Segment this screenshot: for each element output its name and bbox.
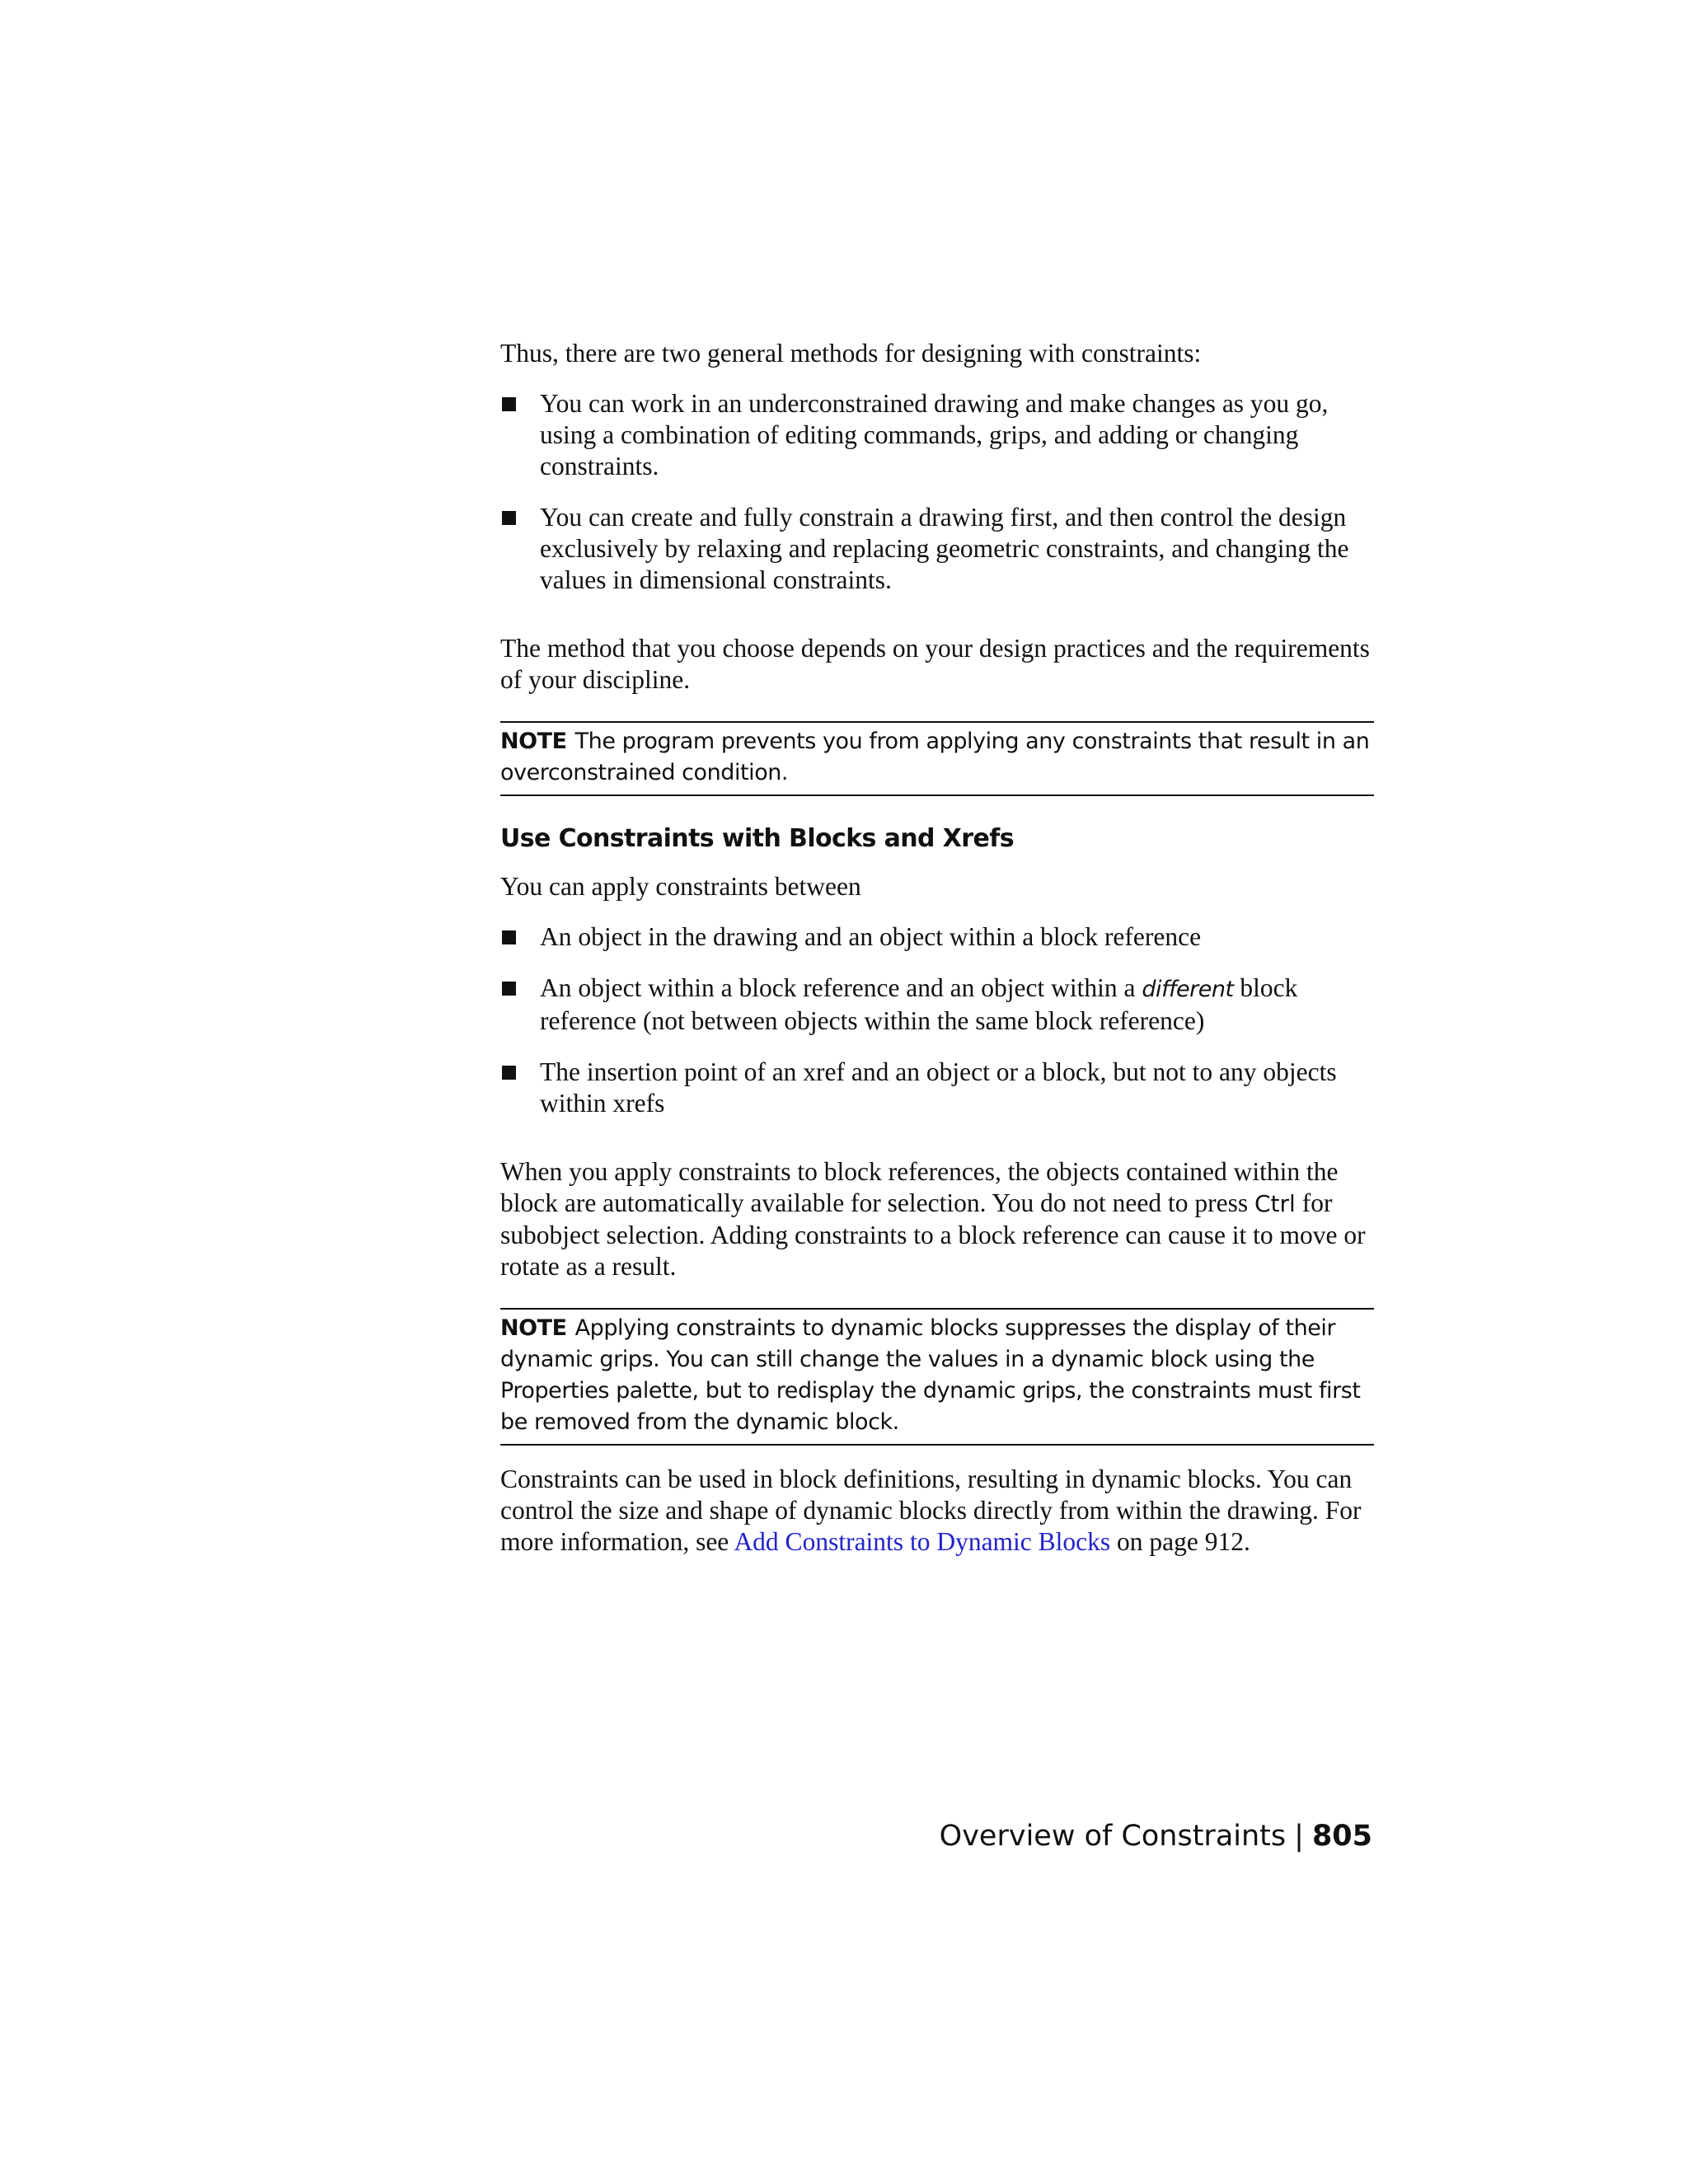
dynamic-blocks-link[interactable]: Add Constraints to Dynamic Blocks [734,1527,1111,1556]
list-item-text-part: block reference (not between objects within the same block reference) [540,973,1298,1035]
note-label: NOTE [500,729,567,754]
page-footer [940,1818,1372,1854]
note-text: Applying constraints to dynamic blocks suppresses the display of their dynamic grips. You can still change the values in a dynamic block using the Properties palette, but to redisplay the dynamic grips, the constraints must first be removed from the dynamic block. [500,1315,1361,1435]
method-choice-paragraph: The method that you choose depends on your design practices and the requirements of your discipline. [500,634,1370,694]
block-reference-paragraph [500,1156,1374,1282]
list-item-text: The insertion point of an xref and an object or a block, but not to any objects within xrefs [540,1057,1337,1118]
list-item [500,502,1374,596]
constraints-between-list [500,921,1374,1119]
page-content [500,338,1374,1558]
list-item [500,388,1374,482]
closing-paragraph [500,1464,1374,1558]
square-bullet-icon [502,1066,516,1080]
paragraph-text: Constraints can be used in block definitions, resulting in dynamic blocks. You can control the size and shape of dynamic blocks directly from within the drawing. For more information, see [500,1465,1362,1556]
methods-list [500,388,1374,596]
key-name: Ctrl [1254,1190,1296,1217]
footer-separator: | [1294,1820,1304,1853]
square-bullet-icon [502,930,516,944]
list-item-text: An object in the drawing and an object within a block reference [540,922,1202,951]
list-item-text: You can work in an underconstrained drawing and make changes as you go, using a combination of editing commands, grips, and adding or changing constraints. [540,389,1329,480]
section-lead: You can apply constraints between [500,872,861,901]
square-bullet-icon [502,982,516,996]
list-item-text [540,973,1297,1035]
note-box [500,1308,1374,1446]
list-item [500,921,1374,953]
note-text: The program prevents you from applying any constraints that result in an overconstrained condition. [500,729,1370,785]
square-bullet-icon [502,397,516,411]
list-item [500,972,1374,1037]
paragraph-text: for subobject selection. Adding constraints to a block reference can cause it to move or rotate as a result. [500,1188,1366,1281]
paragraph-text: When you apply constraints to block references, the objects contained within the block are automatically available for selection. You do not need to press [500,1157,1339,1217]
emphasis-text: different [1142,977,1234,1002]
list-item-text: You can create and fully constrain a drawing first, and then control the design exclusively by relaxing and replacing geometric constraints, and changing the values in dimensional constraints. [540,503,1349,594]
page-number: 805 [1311,1820,1372,1853]
section-heading: Use Constraints with Blocks and Xrefs [500,824,1014,853]
intro-paragraph: Thus, there are two general methods for designing with constraints: [500,339,1202,368]
list-item [500,1057,1374,1119]
list-item-text-part: An object within a block reference and an object within a [540,973,1142,1002]
square-bullet-icon [502,511,516,525]
paragraph-text: on page 912. [1110,1527,1250,1556]
note-box [500,721,1374,796]
note-label: NOTE [500,1315,567,1341]
footer-section-title: Overview of Constraints [939,1820,1287,1853]
